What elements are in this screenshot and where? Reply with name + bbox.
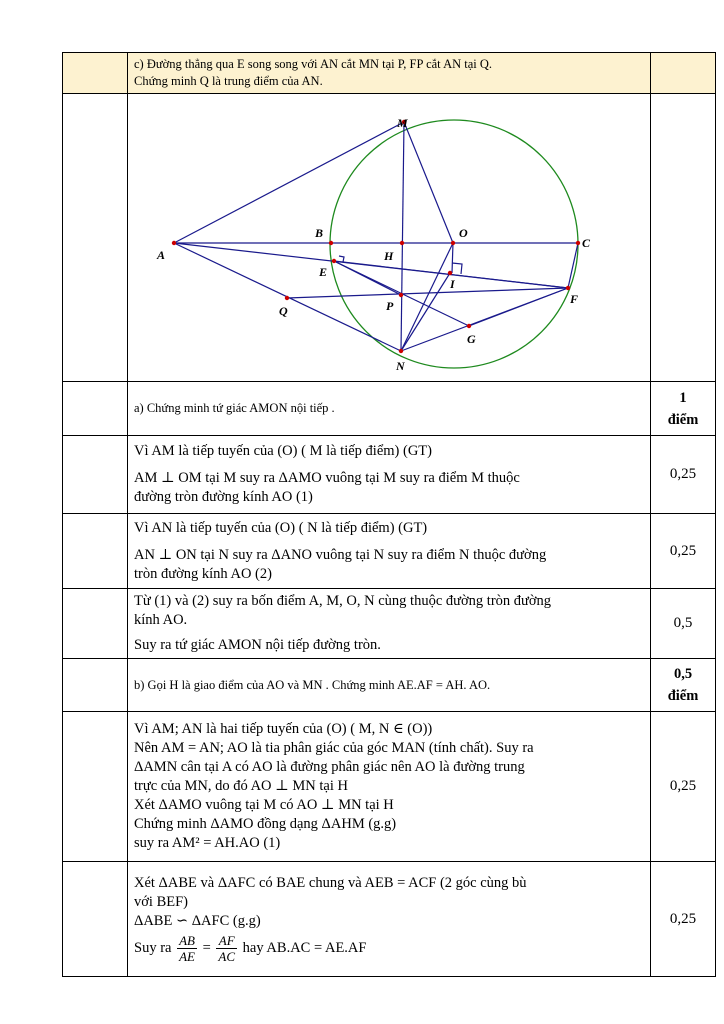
label-o: O (459, 226, 468, 240)
part-b-points: 0,5 điểm (651, 659, 716, 712)
part-b-step-1-score: 0,25 (651, 712, 716, 862)
part-a-step-1: Vì AM là tiếp tuyến của (O) ( M là tiếp điểm) (GT) AM ⊥ OM tại M suy ra ΔAMO vuông tại M suy ra điểm M thuộc đường tròn đường kính AO (1) (128, 436, 651, 514)
part-c-header-row (63, 53, 716, 94)
part-a-step-2-score: 0,25 (651, 514, 716, 589)
label-c: C (582, 236, 591, 250)
segment-am (174, 122, 404, 243)
part-a-points: 1 điểm (651, 382, 716, 436)
point-q (285, 296, 289, 300)
point-b (329, 241, 333, 245)
segment-nf (401, 288, 568, 351)
part-b-question: b) Gọi H là giao điểm của AO và MN . Chứng minh AE.AF = AH. AO. (128, 659, 651, 712)
figure-row (63, 94, 716, 382)
part-a-step-3-score: 0,5 (651, 589, 716, 659)
point-c (576, 241, 580, 245)
point-a (172, 241, 176, 245)
segment-oi (452, 243, 453, 273)
segment-mo (404, 122, 453, 243)
fraction-ab-ae: $\frac{AB}{AE}$ (179, 933, 195, 964)
label-h: H (384, 249, 394, 263)
part-b-question-row (63, 659, 716, 712)
segment-mn (401, 122, 404, 351)
label-e: E (319, 265, 328, 279)
point-p (399, 293, 403, 297)
part-b-step-2-row (63, 862, 716, 977)
part-a-step-1-row (63, 436, 716, 514)
label-p: P (386, 299, 394, 313)
part-b-step-1: Vì AM; AN là hai tiếp tuyến của (O) ( M, N ∈ (O)) Nên AM = AN; AO là tia phân giác của góc MAN (tính chất). Suy ra ΔAMN cân tại A có AO là đường phân giác nên AO là đường trung trực của MN, do đó AO ⊥ MN tại H Xét ΔAMO vuông tại M có AO ⊥ MN tại H Chứng minh ΔAMO đồng dạng ΔAHM (g.g) suy ra AM² = AH.AO (1) (128, 712, 651, 862)
label-b: B (315, 226, 324, 240)
right-angle-mark-i (452, 263, 462, 274)
part-a-question-row (63, 382, 716, 436)
geometry-figure (134, 97, 644, 378)
part-a-step-2-row (63, 514, 716, 589)
figure-labels (156, 116, 591, 373)
point-o (451, 241, 455, 245)
point-f (566, 286, 570, 290)
label-m: M (397, 116, 408, 130)
point-h (400, 241, 404, 245)
part-a-step-1-score: 0,25 (651, 436, 716, 514)
segment-ni (401, 273, 450, 351)
point-i (448, 271, 452, 275)
point-n (399, 349, 403, 353)
part-a-step-3-row (63, 589, 716, 659)
point-e (332, 259, 336, 263)
geometry-figure-cell (128, 94, 651, 382)
label-i: I (450, 277, 455, 291)
fraction-af-ac: $\frac{AF}{AC}$ (218, 933, 236, 964)
label-n: N (396, 359, 405, 373)
point-g (467, 324, 471, 328)
part-a-step-3: Từ (1) và (2) suy ra bốn điểm A, M, O, N cùng thuộc đường tròn đường kính AO. Suy ra tứ giác AMON nội tiếp đường tròn. (128, 589, 651, 659)
figure-points (172, 120, 580, 353)
solution-table (62, 52, 716, 977)
label-g: G (467, 332, 476, 346)
part-b-step-2-score: 0,25 (651, 862, 716, 977)
part-a-step-2: Vì AN là tiếp tuyến của (O) ( N là tiếp điểm) (GT) AN ⊥ ON tại N suy ra ΔANO vuông tại N suy ra điểm N thuộc đường tròn đường kính AO (2) (128, 514, 651, 589)
ratio-conclusion: Suy ra $\frac{AB}{AE}$ = $\frac{AF}{AC}$ hay AB.AC = AE.AF (134, 933, 367, 964)
part-b-step-1-row (63, 712, 716, 862)
part-b-step-2: Xét ΔABE và ΔAFC có BAE chung và AEB = ACF (2 góc cùng bù với BEF) ΔABE ∽ ΔAFC (g.g) Suy ra $\frac{AB}{AE}$ = $\frac{AF}{AC}$ hay AB.AC = AE.AF (128, 862, 651, 977)
label-a: A (157, 248, 166, 262)
part-a-question: a) Chứng minh tứ giác AMON nội tiếp . (128, 382, 651, 436)
figure-lines (174, 122, 578, 351)
label-f: F (570, 292, 579, 306)
part-c-statement: c) Đường thẳng qua E song song với AN cắt MN tại P, FP cắt AN tại Q. Chứng minh Q là trung điểm của AN. (128, 53, 651, 94)
label-q: Q (279, 304, 288, 318)
